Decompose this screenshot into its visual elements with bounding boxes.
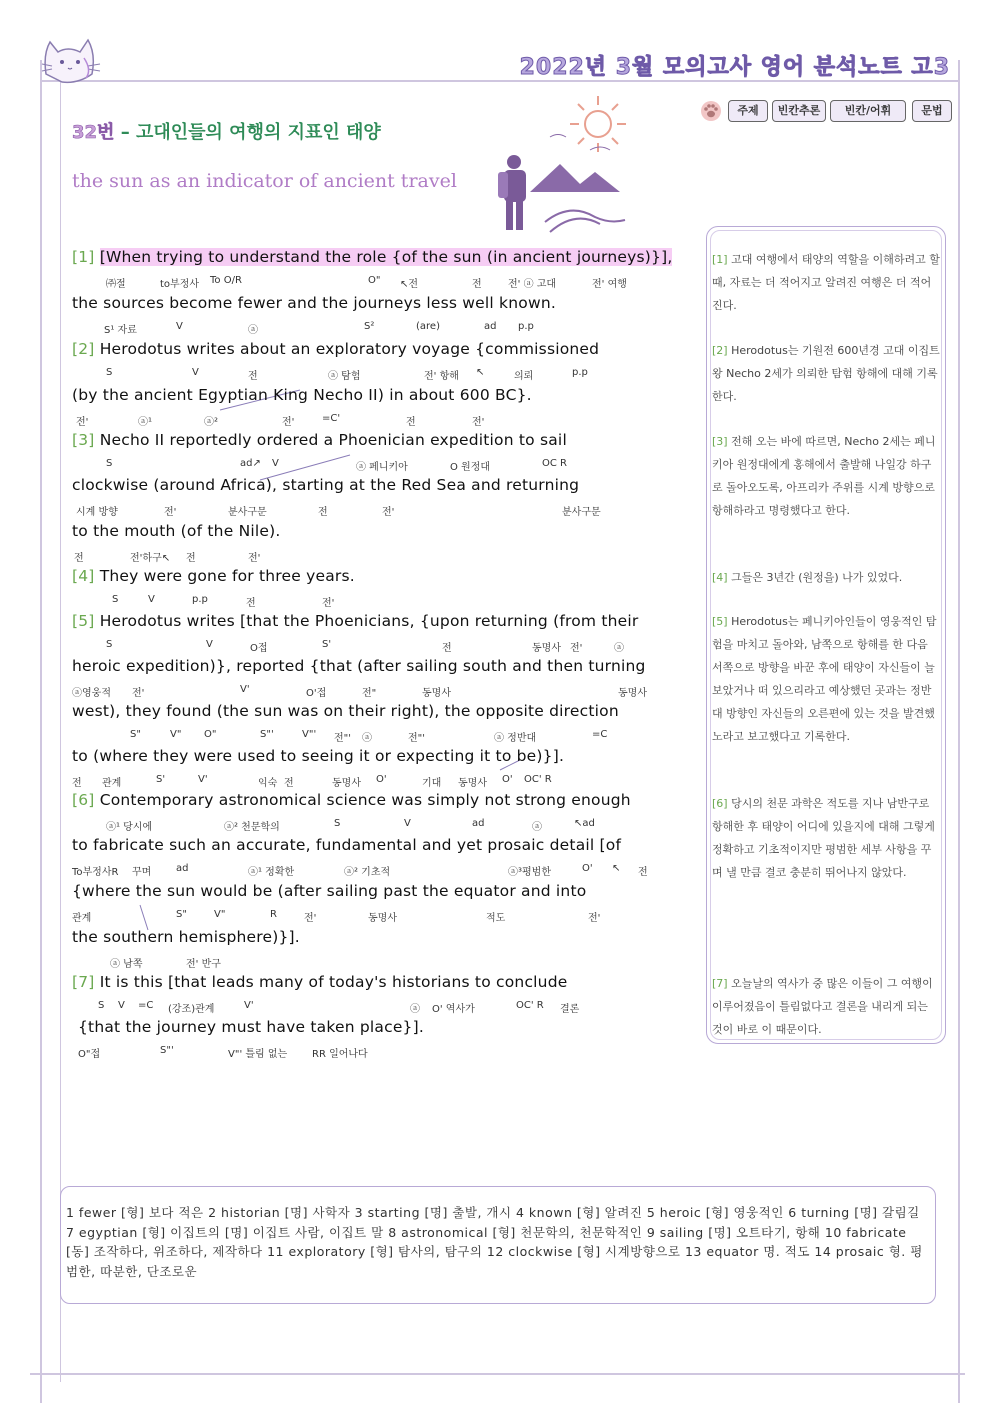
- mark: S: [106, 639, 113, 650]
- mark: ↖전: [400, 279, 419, 290]
- mark: 관계: [72, 913, 92, 924]
- mark: 익숙: [258, 778, 278, 789]
- mark: 전: [74, 553, 84, 564]
- mark: 기대: [422, 778, 442, 789]
- mark: ⓐ: [614, 643, 624, 654]
- mark: S': [322, 639, 332, 650]
- translation-number: [2]: [712, 344, 728, 357]
- mark: O"접: [78, 1049, 101, 1060]
- passage-line-6: clockwise (around Africa), starting at the Red Sea and returning: [72, 476, 580, 494]
- vocab-list: 1 fewer [형] 보다 적은 2 historian [명] 사학자 3 starting [명] 출발, 개시 4 known [형] 알려진 5 heroic [형] 영웅적인 6 turning [명] 갈림길 7 egyptian [형] 이집트의 [명] 이집트 사람, 이집트 말 8 astronomical [형] 천문학의, 천문학적인 9 sailing [명] 오트타기, 항해 10 fabricate [동] 조작하다, 위조하다, 제작하다 11 exploratory [형] 탐사의, 탐구의 12 clockwise [형] 시계방향으로 13 equator 명. 적도 14 prosaic 형. 평범한, 따분한, 단조로운: [66, 1205, 923, 1279]
- mark: =C': [322, 413, 341, 424]
- mark: O': [376, 774, 387, 785]
- mark: S"': [160, 1045, 174, 1056]
- mark: S: [106, 367, 113, 378]
- mark: ↖: [476, 367, 485, 378]
- mark: ⓐ¹ 정확한: [248, 867, 295, 878]
- mark: O': [502, 774, 513, 785]
- passage-line-8: [72, 567, 355, 585]
- mark: ⓐ¹: [138, 417, 153, 428]
- mark: 전: [406, 417, 416, 428]
- mark: 분사구문: [228, 507, 267, 518]
- mark: S: [106, 458, 113, 469]
- mark: 꾸며: [132, 867, 152, 878]
- passage-line-15: {where the sun would be (after sailing past the equator and into: [72, 882, 587, 900]
- sentence-number-1: [1]: [72, 248, 95, 266]
- mark: ⓐ: [248, 325, 258, 336]
- translation-number: [7]: [712, 977, 728, 990]
- mark: 전: [284, 778, 294, 789]
- mark: 동명사: [532, 643, 561, 654]
- header-title: 2022년 3월 모의고사 영어 분석노트 고3: [519, 55, 950, 80]
- mark: O": [368, 275, 381, 286]
- mark: 전' 항해: [424, 371, 459, 382]
- translation-text: 전해 오는 바에 따르면, Necho 2세는 페니키아 원정대에게 홍해에서 출발해 나일강 하구로 돌아오도록, 아프리카 주위를 시계 방향으로 항해하라고 명령했다고 한다.: [712, 435, 936, 517]
- mark: 분사구문: [562, 507, 601, 518]
- mark: 전: [638, 867, 648, 878]
- sentence-4: They were gone for three years.: [99, 567, 355, 585]
- question-title: [72, 118, 381, 144]
- passage-line-13: [72, 791, 631, 809]
- mark: 동명사: [422, 688, 451, 699]
- mark: 동명사: [458, 778, 487, 789]
- translation-text: Herodotus는 기원전 600년경 고대 이집트 왕 Necho 2세가 의뢰한 탐험 항해에 대해 기록한다.: [712, 344, 940, 403]
- mark: 전": [362, 688, 377, 699]
- mark: to부정사: [160, 279, 200, 290]
- translation-number: [3]: [712, 435, 728, 448]
- mark: R: [270, 909, 277, 920]
- sentence-6-part-1: Contemporary astronomical science was simply not strong enough: [99, 791, 631, 809]
- translation-7: [712, 972, 940, 1041]
- passage-line-4: (by the ancient Egyptian King Necho II) in about 600 BC}.: [72, 386, 532, 404]
- sentence-number-7: [7]: [72, 973, 95, 991]
- badge-blank-vocab: 빈칸/어휘: [830, 100, 906, 122]
- mark: S: [112, 594, 119, 605]
- badge-blank-inference: 빈칸추론: [772, 100, 826, 122]
- mark: 전': [76, 417, 89, 428]
- mark: 관계: [102, 778, 122, 789]
- question-title-ko: – 고대인들의 여행의 지표인 태양: [114, 122, 381, 143]
- translation-text: 당시의 천문 과학은 적도를 지나 남반구로 항해한 후 태양이 어디에 있을지에 대해 그렇게 정확하고 기초적이지만 평범한 세부 사항을 꾸며 낼 만큼 결코 충분히 뛰어나지 않았다.: [712, 797, 935, 879]
- sentence-1-part-1: [When trying to understand the role {of the sun (in ancient journeys)}],: [99, 248, 673, 266]
- mark: p.p: [192, 594, 208, 605]
- mark: 전: [442, 643, 452, 654]
- passage-line-9: [72, 612, 638, 630]
- mark: OC R: [542, 458, 567, 469]
- mark: 전"': [408, 733, 426, 744]
- mark: To O/R: [210, 275, 242, 286]
- mark: =C: [138, 1000, 154, 1011]
- mark: 동명사: [368, 913, 397, 924]
- mark: 전: [472, 279, 482, 290]
- mark: 동명사: [332, 778, 361, 789]
- mark: V: [272, 458, 279, 469]
- mark: V: [148, 594, 155, 605]
- question-number: 32번: [72, 122, 115, 143]
- mark: V: [118, 1000, 125, 1011]
- passage-line-18: {that the journey must have taken place}].: [78, 1018, 424, 1036]
- translation-text: 고대 여행에서 태양의 역할을 이해하려고 할 때, 자료는 더 적어지고 알려진 여행은 더 적어진다.: [712, 253, 940, 312]
- mark: 전' 여행: [592, 279, 627, 290]
- sentence-number-4: [4]: [72, 567, 95, 585]
- mark: O': [582, 863, 593, 874]
- mark: 전: [246, 598, 256, 609]
- mark: V: [206, 639, 213, 650]
- sentence-7-part-1: It is this [that leads many of today's historians to conclude: [99, 973, 568, 991]
- translation-number: [1]: [712, 253, 728, 266]
- mark: O' 역사가: [432, 1004, 475, 1015]
- passage-line-2: the sources become fewer and the journeys less well known.: [72, 294, 556, 312]
- mark: ⓐ: [362, 733, 372, 744]
- mark: V"': [302, 729, 317, 740]
- translation-1: [712, 248, 940, 317]
- mark: O 원정대: [450, 462, 491, 473]
- translation-number: [5]: [712, 615, 728, 628]
- mark: ⓐ: [410, 1004, 420, 1015]
- translation-4: [712, 566, 940, 589]
- mark: ⓐ¹ 당시에: [106, 822, 153, 833]
- mark: O": [204, 729, 217, 740]
- mark: ad↗: [240, 458, 261, 469]
- mark: 전': [132, 688, 145, 699]
- translation-2: [712, 339, 940, 408]
- mark: ⓐ 정반대: [494, 733, 537, 744]
- sentence-number-6: [6]: [72, 791, 95, 809]
- mark: S¹ 자료: [104, 325, 137, 336]
- mark: ⓐ 페니키아: [356, 462, 408, 473]
- hiker-illustration-icon: [490, 92, 630, 237]
- translation-text: Herodotus는 페니키아인들이 영웅적인 탐험을 마치고 돌아와, 남쪽으로 항해를 한 다음 서쪽으로 방향을 바꾼 후에 태양이 자신들이 늘 보았거나 떠 있으리라고 예상했던 곳과는 정반대 방향인 자신들의 오른편에 있는 것을 발견했노라고 보고했다고 기록한다.: [712, 615, 937, 743]
- translation-6: [712, 792, 940, 884]
- mark: V': [244, 1000, 254, 1011]
- sentence-3-part-1: Necho II reportedly ordered a Phoenician expedition to sail: [99, 431, 567, 449]
- translation-3: [712, 430, 940, 522]
- mark: ⓐ: [532, 822, 542, 833]
- mark: S': [156, 774, 166, 785]
- mark: ad: [472, 818, 485, 829]
- mark: ⓐ 남쪽: [110, 959, 143, 970]
- mark: OC' R: [516, 1000, 544, 1011]
- mark: 전' ⓐ 고대: [508, 279, 557, 290]
- mark: p.p: [518, 321, 534, 332]
- mark: O접: [250, 643, 268, 654]
- mark: 시계 방향: [76, 507, 118, 518]
- passage-line-11: west), they found (the sun was on their right), the opposite direction: [72, 702, 619, 720]
- mark: ⓐ²: [204, 417, 219, 428]
- mark: To부정사R: [72, 867, 119, 878]
- mark: 전': [322, 598, 335, 609]
- paw-icon: [700, 100, 722, 122]
- badge-topic: 주제: [728, 100, 768, 122]
- mark: 전"': [334, 733, 352, 744]
- mark: S"': [260, 729, 274, 740]
- mark: 전: [248, 371, 258, 382]
- mark: 전': [282, 417, 295, 428]
- mark: V"' 틀림 없는: [228, 1049, 288, 1060]
- passage-line-14: to fabricate such an accurate, fundamental and yet prosaic detail [of: [72, 836, 622, 854]
- mark: V": [214, 909, 226, 920]
- mark: S: [334, 818, 341, 829]
- mark: (강조)관계: [168, 1004, 215, 1015]
- mark: 동명사: [618, 688, 647, 699]
- category-badges: [700, 100, 955, 122]
- mark: S: [98, 1000, 105, 1011]
- mark: S": [130, 729, 141, 740]
- mark: p.p: [572, 367, 588, 378]
- sentence-number-5: [5]: [72, 612, 95, 630]
- mark: ⓐ영웅적: [72, 688, 111, 699]
- mark: V': [198, 774, 208, 785]
- sentence-number-2: [2]: [72, 340, 95, 358]
- passage-line-1: [72, 248, 672, 266]
- translation-number: [6]: [712, 797, 728, 810]
- mark: 전: [72, 778, 82, 789]
- passage-line-10: heroic expedition)}, reported {that (after sailing south and then turning: [72, 657, 646, 675]
- sentence-5-part-1: Herodotus writes [that the Phoenicians, {upon returning (from their: [99, 612, 639, 630]
- mark: 결론: [560, 1004, 580, 1015]
- mark: 전: [186, 553, 196, 564]
- mark: ↖: [612, 863, 621, 874]
- mark: ⓐ² 기초적: [344, 867, 391, 878]
- mark: V": [170, 729, 182, 740]
- mark: ad: [484, 321, 497, 332]
- frame-bottom: [30, 1373, 965, 1375]
- mark: V: [176, 321, 183, 332]
- sentence-number-3: [3]: [72, 431, 95, 449]
- passage-line-5: [72, 431, 567, 449]
- passage-line-17: [72, 973, 567, 991]
- mark: S": [176, 909, 187, 920]
- mark: V: [404, 818, 411, 829]
- mark: V': [240, 684, 250, 695]
- mark: 전'하구↖: [130, 553, 171, 564]
- mark: 전': [164, 507, 177, 518]
- translation-text: 오늘날의 역사가 중 많은 이들이 그 여행이 이루어졌음이 틀림없다고 결론을 내리게 되는 것이 바로 이 때문이다.: [712, 977, 933, 1036]
- passage-line-7: to the mouth (of the Nile).: [72, 522, 281, 540]
- mark: O'접: [306, 688, 327, 699]
- frame-left: [40, 60, 42, 1403]
- passage-line-16: the southern hemisphere)}].: [72, 928, 300, 946]
- mark: ⓐ³평범한: [508, 867, 551, 878]
- mark: 전': [588, 913, 601, 924]
- mark: RR 일어나다: [312, 1049, 368, 1060]
- question-title-en: the sun as an indicator of ancient travel: [72, 170, 457, 192]
- mark: V: [192, 367, 199, 378]
- mark: ⓐ² 천문학의: [224, 822, 280, 833]
- mark: 적도: [486, 913, 506, 924]
- frame-inner-left: [60, 82, 61, 1382]
- mark: (are): [416, 321, 440, 332]
- sentence-2-part-1: Herodotus writes about an exploratory voyage {commissioned: [99, 340, 600, 358]
- mark: 전': [472, 417, 485, 428]
- mark: =C: [592, 729, 608, 740]
- translation-text: 그들은 3년간 (원정을) 나가 있었다.: [731, 571, 903, 584]
- mark: 전': [248, 553, 261, 564]
- cat-logo-icon: [38, 34, 108, 84]
- frame-right: [958, 60, 960, 1403]
- mark: OC' R: [524, 774, 552, 785]
- mark: 전: [318, 507, 328, 518]
- mark: ⓐ 탐험: [328, 371, 361, 382]
- mark: 전': [570, 643, 583, 654]
- passage-line-12: to (where they were used to seeing it or expecting it to be)}].: [72, 747, 565, 765]
- mark: 전': [304, 913, 317, 924]
- mark: ↖ad: [574, 818, 595, 829]
- mark: S²: [364, 321, 375, 332]
- mark: 전' 반구: [186, 959, 221, 970]
- mark: 의뢰: [514, 371, 534, 382]
- mark: 전': [382, 507, 395, 518]
- mark: ㈜절: [106, 279, 126, 290]
- translation-number: [4]: [712, 571, 728, 584]
- translation-5: [712, 610, 940, 748]
- mark: ad: [176, 863, 189, 874]
- badge-grammar: 문법: [912, 100, 952, 122]
- passage-line-3: [72, 340, 599, 358]
